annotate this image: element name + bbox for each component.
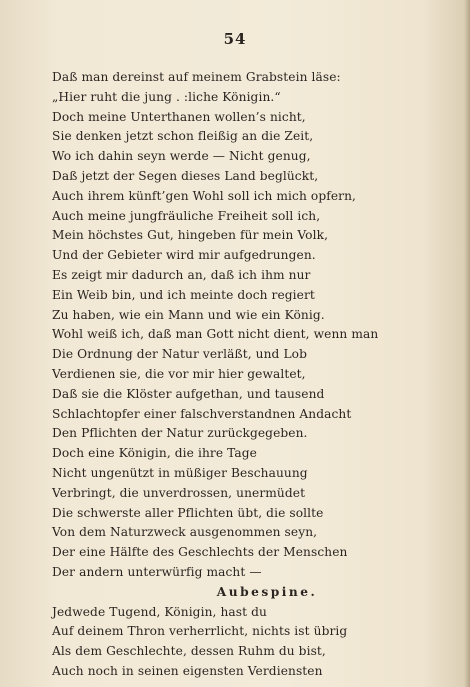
verse-line: Mein höchstes Gut, hingeben für mein Volk, <box>52 228 329 243</box>
verse-line: Ein Weib bin, und ich meinte doch regiert <box>52 287 315 302</box>
verse-line: Die schwerste aller Pflichten übt, die sollte <box>52 505 324 520</box>
verse-line: Die Ordnung der Natur verläßt, und Lob <box>52 347 307 362</box>
verse-line: Auch meine jungfräuliche Freiheit soll ich, <box>52 208 321 223</box>
verse-line: Daß jetzt der Segen dieses Land beglückt, <box>52 168 319 183</box>
verse-line: Sie denken jetzt schon fleißig an die Zeit, <box>52 129 314 144</box>
verse-line: Daß sie die Klöster aufgethan, und tausend <box>52 386 325 401</box>
verse-line: Auch noch in seinen eigensten Verdiensten <box>52 663 323 678</box>
verse-line: Verbringt, die unverdrossen, unermüdet <box>52 485 306 500</box>
verse-line: Der eine Hälfte des Geschlechts der Menschen <box>52 545 348 560</box>
verse-text <box>52 68 432 682</box>
verse-line: Es zeigt mir dadurch an, daß ich ihm nur <box>52 267 311 282</box>
verse-line: Zu haben, wie ein Mann und wie ein König. <box>52 307 325 322</box>
page-gutter-shadow <box>464 0 470 687</box>
verse-line: „Hier ruht die jung . :liche Königin.“ <box>52 89 281 104</box>
verse-line: Doch meine Unterthanen wollen’s nicht, <box>52 109 306 124</box>
verse-line: Den Pflichten der Natur zurückgegeben. <box>52 426 308 441</box>
speaker-name: Aubespine. <box>216 584 318 599</box>
verse-line: Schlachtopfer einer falschverstandnen Andacht <box>52 406 352 421</box>
verse-line: Daß man dereinst auf meinem Grabstein läse: <box>52 70 341 84</box>
verse-line: Und der Gebieter wird mir aufgedrungen. <box>52 248 316 263</box>
verse-line: Verdienen sie, die vor mir hier gewaltet, <box>52 366 306 381</box>
verse-line: Von dem Naturzweck ausgenommen seyn, <box>52 525 318 540</box>
verse-line: Als dem Geschlechte, dessen Ruhm du bist, <box>52 644 326 659</box>
verse-line: Auf deinem Thron verherrlicht, nichts ist übrig <box>52 624 348 639</box>
verse-line: Doch eine Königin, die ihre Tage <box>52 446 257 461</box>
verse-line: Der andern unterwürfig macht — <box>52 564 262 579</box>
verse-line: Wo ich dahin seyn werde — Nicht genug, <box>52 149 311 164</box>
verse-line: Jedwede Tugend, Königin, hast du <box>52 604 267 619</box>
verse-line: Nicht ungenützt in müßiger Beschauung <box>52 465 308 480</box>
verse-line: Wohl weiß ich, daß man Gott nicht dient, wenn man <box>52 327 379 342</box>
page-number: 54 <box>223 30 247 48</box>
verse-line: Auch ihrem künft’gen Wohl soll ich mich opfern, <box>52 188 357 203</box>
